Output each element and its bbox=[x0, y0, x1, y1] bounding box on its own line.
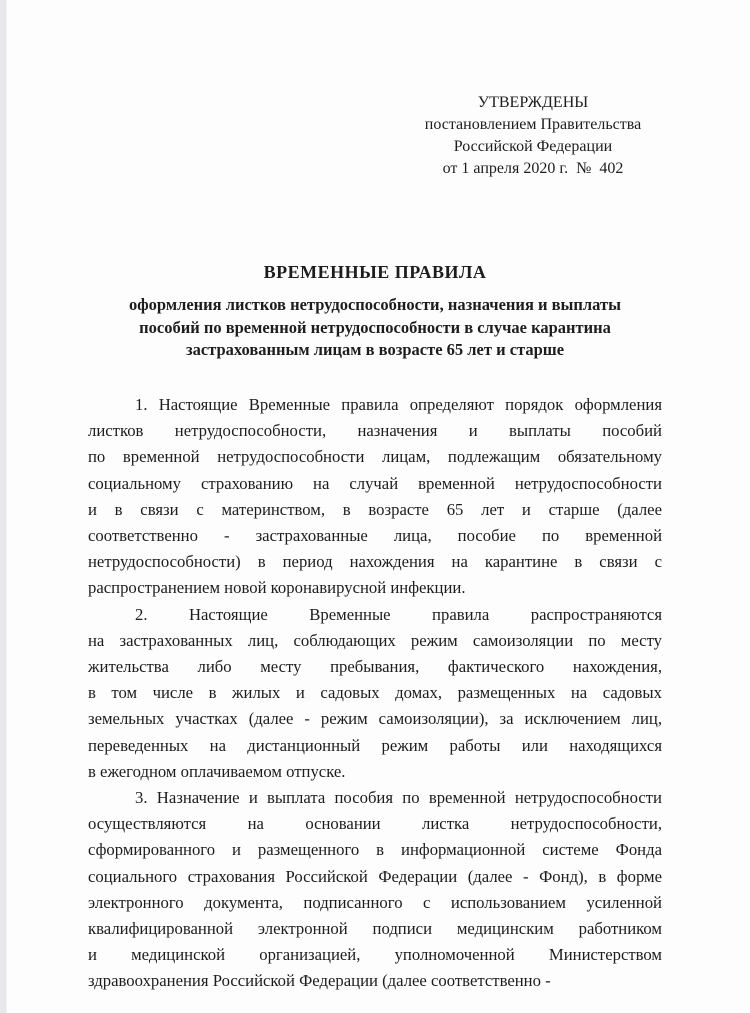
approval-block bbox=[408, 92, 658, 180]
approval-line: УТВЕРЖДЕНЫ bbox=[477, 94, 589, 111]
paragraph-2-line: 2. Настоящие Временные правила распространяются bbox=[135, 604, 662, 624]
document-body bbox=[88, 392, 662, 995]
paragraph-2-line: земельных участках (далее - режим самоизоляции), за исключением лиц, bbox=[88, 709, 662, 729]
document-title: ВРЕМЕННЫЕ ПРАВИЛА bbox=[263, 262, 487, 282]
paragraph-1-line: листков нетрудоспособности, назначения и выплаты пособий bbox=[88, 421, 662, 441]
approval-line: постановлением Правительства bbox=[424, 116, 642, 133]
paragraph-2-line: жительства либо месту пребывания, фактического нахождения, bbox=[88, 657, 662, 677]
subtitle-line: оформления листков нетрудоспособности, назначения и выплаты bbox=[128, 295, 621, 314]
document-subtitle bbox=[70, 294, 680, 362]
paragraph-3 bbox=[88, 785, 662, 995]
paragraph-2 bbox=[88, 602, 662, 785]
paragraph-3-line: и медицинской организацией, уполномоченной Министерством bbox=[88, 945, 662, 965]
paragraph-3-line: квалифицированной электронной подписи медицинским работником bbox=[88, 919, 662, 939]
subtitle-line: застрахованным лицам в возрасте 65 лет и старше bbox=[185, 340, 565, 359]
paragraph-3-line: здравоохранения Российской Федерации (далее соответственно - bbox=[88, 971, 551, 991]
approval-line: от 1 апреля 2020 г. № 402 bbox=[442, 160, 624, 177]
paragraph-1-line: соответственно - застрахованные лица, пособие по временной bbox=[88, 526, 662, 546]
paragraph-3-line: осуществляются на основании листка нетрудоспособности, bbox=[88, 814, 662, 834]
paragraph-3-line: социального страхования Российской Федерации (далее - Фонд), в форме bbox=[88, 866, 662, 886]
paragraph-3-line: 3. Назначение и выплата пособия по временной нетрудоспособности bbox=[135, 788, 662, 808]
paragraph-1 bbox=[88, 392, 662, 602]
approval-line: Российской Федерации bbox=[453, 138, 613, 155]
paragraph-3-line: электронного документа, подписанного с использованием усиленной bbox=[88, 892, 662, 912]
subtitle-line: пособий по временной нетрудоспособности в случае карантина bbox=[139, 317, 611, 337]
paragraph-1-line: нетрудоспособности) в период нахождения на карантине в связи с bbox=[88, 552, 662, 572]
paragraph-3-line: сформированного и размещенного в информационной системе Фонда bbox=[88, 840, 662, 860]
page-left-edge-shadow bbox=[0, 0, 7, 1013]
paragraph-2-line: в том числе в жилых и садовых домах, размещенных на садовых bbox=[88, 683, 662, 703]
paragraph-1-line: распространением новой коронавирусной инфекции. bbox=[88, 578, 466, 598]
paragraph-2-line: на застрахованных лиц, соблюдающих режим самоизоляции по месту bbox=[88, 630, 662, 650]
paragraph-2-line: в ежегодном оплачиваемом отпуске. bbox=[88, 761, 346, 781]
paragraph-1-line: 1. Настоящие Временные правила определяют порядок оформления bbox=[135, 395, 662, 414]
paragraph-1-line: социальному страхованию на случай временной нетрудоспособности bbox=[88, 473, 662, 493]
paragraph-2-line: переведенных на дистанционный режим работы или находящихся bbox=[88, 735, 662, 755]
paragraph-1-line: по временной нетрудоспособности лицам, подлежащим обязательному bbox=[88, 447, 662, 467]
paragraph-1-line: и в связи с материнством, в возрасте 65 лет и старше (далее bbox=[88, 499, 662, 519]
